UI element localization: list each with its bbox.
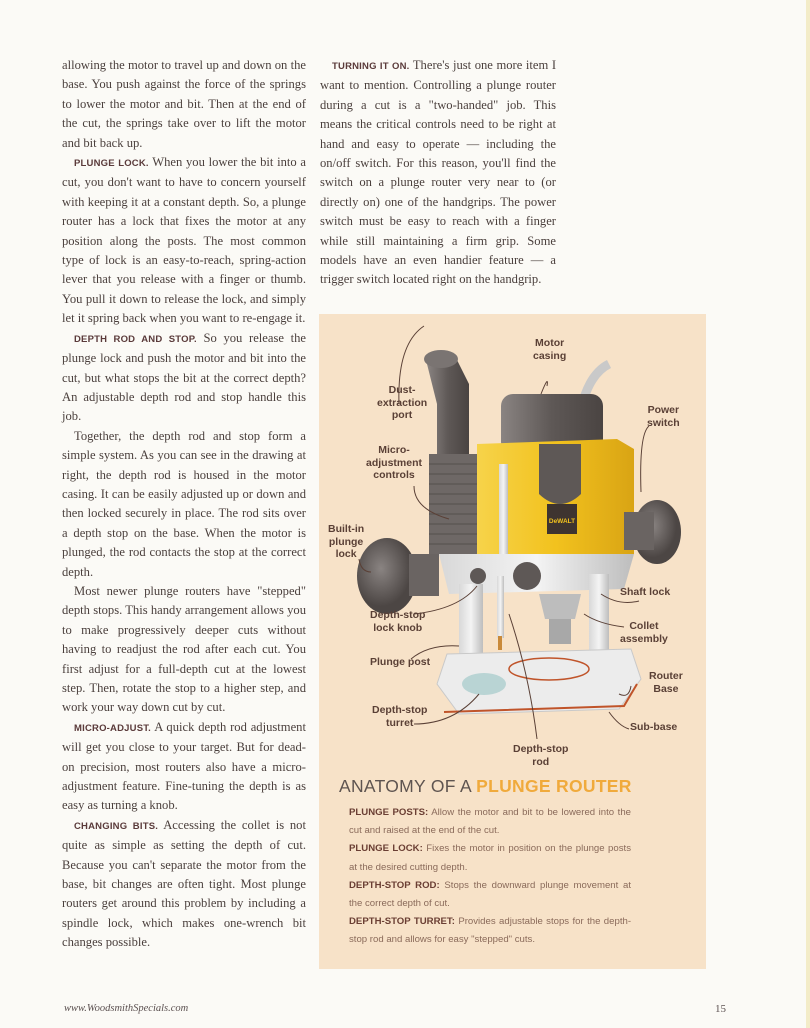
panel-title: ANATOMY OF A PLUNGE ROUTER: [339, 776, 632, 796]
run-in-head: CHANGING BITS.: [74, 820, 159, 832]
callout-shaft-lock: Shaft lock: [620, 586, 671, 598]
run-in-head: TURNING IT ON.: [332, 61, 410, 72]
callout-depth-stop-lock-knob: Depth-stop lock knob: [370, 609, 426, 634]
brand-badge-text: DeWALT: [548, 518, 576, 525]
definition-term: PLUNGE POSTS:: [349, 807, 429, 818]
depth-adjust-knob: [513, 562, 541, 590]
paragraph: PLUNGE LOCK. When you lower the bit into a cut, you don't want to have to concern yourself with keeping it at a constant depth. So, a plunge router has a lock that fixes the motor at any position along the posts. The most common type of lock is an easy-to-reach, spring-action lever that you release with a finger or thumb. You pull it down to release the lock, and simply let it spring back when you want to re-engage it.: [62, 155, 306, 326]
paragraph: CHANGING BITS. Accessing the collet is not quite as simple as setting the depth of cut. Because you can't separate the motor from the base, bit changes are often tight. Most plunge routers get around this problem by including a spindle lock, which makes one-wrench bit changes possible.: [62, 817, 306, 950]
callout-micro-adjustment-controls: Micro- adjustment controls: [366, 444, 423, 481]
callout-motor-casing: Motor casing: [533, 337, 567, 362]
callout-sub-base: Sub-base: [630, 721, 678, 733]
definition-item: DEPTH-STOP TURRET: Provides adjustable stops for the depth-stop rod and allows for easy "stepped" cuts.: [349, 916, 632, 946]
paragraph: Most newer plunge routers have "stepped" depth stops. This handy arrangement allows you to make progressively deeper cuts without having to readjust the rod after each cut. You first adjust for a full-depth cut at the lowest step. Then, rotate the stop to a higher step, and work your way down cut by cut.: [62, 583, 306, 715]
paragraph: allowing the motor to travel up and down on the base. You push against the force of the springs to lower the motor and bit. Then at the end of the cut, the springs take over to lift the motor and bit back up.: [62, 58, 306, 150]
page-edge: [806, 0, 810, 1028]
anatomy-panel: [319, 314, 706, 969]
callout-depth-stop-rod: Depth-stop rod: [513, 743, 569, 768]
paragraph: DEPTH ROD AND STOP. So you release the plunge lock and push the motor and bit into the cut, but what stops the bit at the correct depth? An adjustable depth rod and stop handle this job.: [62, 330, 306, 424]
plunge-post-left: [459, 584, 483, 664]
definition-term: DEPTH-STOP ROD:: [349, 879, 440, 891]
paragraph: Together, the depth rod and stop form a simple system. As you can see in the drawing at right, the depth rod is housed in the motor casing. It can be easily adjusted up or down and then locked securely in place. The rod sits over a depth stop on the base. When the motor is plunged, the rod contacts the stop at the correct depth.: [62, 428, 306, 579]
callout-router-base: Router Base: [649, 670, 683, 695]
left-handgrip: [357, 538, 417, 614]
definition-item: DEPTH-STOP ROD: Stops the downward plunge movement at the correct depth of cut.: [349, 879, 631, 910]
run-in-head: DEPTH ROD AND STOP.: [74, 333, 197, 345]
definition-item: PLUNGE LOCK: Fixes the motor in position on the plunge posts at the desired cutting depth.: [349, 843, 631, 873]
panel-title-accent: PLUNGE ROUTER: [476, 776, 632, 796]
definition-list: [349, 804, 631, 950]
definition-term: PLUNGE LOCK:: [349, 843, 423, 855]
callout-plunge-post: Plunge post: [370, 656, 431, 668]
run-in-head: MICRO-ADJUST.: [74, 722, 152, 734]
page-number: 15: [715, 1003, 726, 1015]
depth-rod: [497, 576, 504, 638]
article-column-left: [62, 56, 306, 953]
dust-port-hose: [427, 354, 469, 454]
definition-term: DEPTH-STOP TURRET:: [349, 916, 455, 928]
run-in-head: PLUNGE LOCK.: [74, 158, 149, 170]
callout-power-switch: Power switch: [647, 404, 680, 429]
micro-adjust-rod: [499, 464, 508, 556]
paragraph: MICRO-ADJUST. A quick depth rod adjustment will get you close to your target. But for dead-on precision, most routers also have a micro-adjustment feature. Fine-tuning the depth is as easy as turning a knob.: [62, 719, 306, 813]
callout-dust-extraction-port: Dust- extraction port: [377, 384, 428, 421]
depth-stop-turret: [462, 673, 506, 695]
footer-url[interactable]: www.WoodsmithSpecials.com: [64, 1003, 189, 1014]
collet-assembly: [539, 594, 581, 619]
callout-depth-stop-turret: Depth-stop turret: [372, 704, 428, 729]
callout-built-in-plunge-lock: Built-in plunge lock: [328, 523, 365, 560]
plunge-router-illustration: [319, 314, 706, 769]
paragraph: TURNING IT ON. There's just one more item I want to mention. Controlling a plunge router during a cut is a "two-handed" job. This means the critical controls need to be right at hand and easy to operate — including the on/off switch. For this reason, you'll find the switch on a plunge router very near to (or directly on) one of the handgrips. The power switch must be easy to reach with a finger while still maintaining a firm grip. Some models have an even handier feature — a trigger switch located right on the handgrip.: [320, 58, 557, 287]
depth-stop-knob: [470, 568, 486, 584]
definition-item: PLUNGE POSTS: Allow the motor and bit to be lowered into the cut and raised at the end of the cut.: [349, 807, 631, 837]
callout-collet-assembly: Collet assembly: [620, 620, 668, 645]
article-column-right: [320, 56, 556, 290]
